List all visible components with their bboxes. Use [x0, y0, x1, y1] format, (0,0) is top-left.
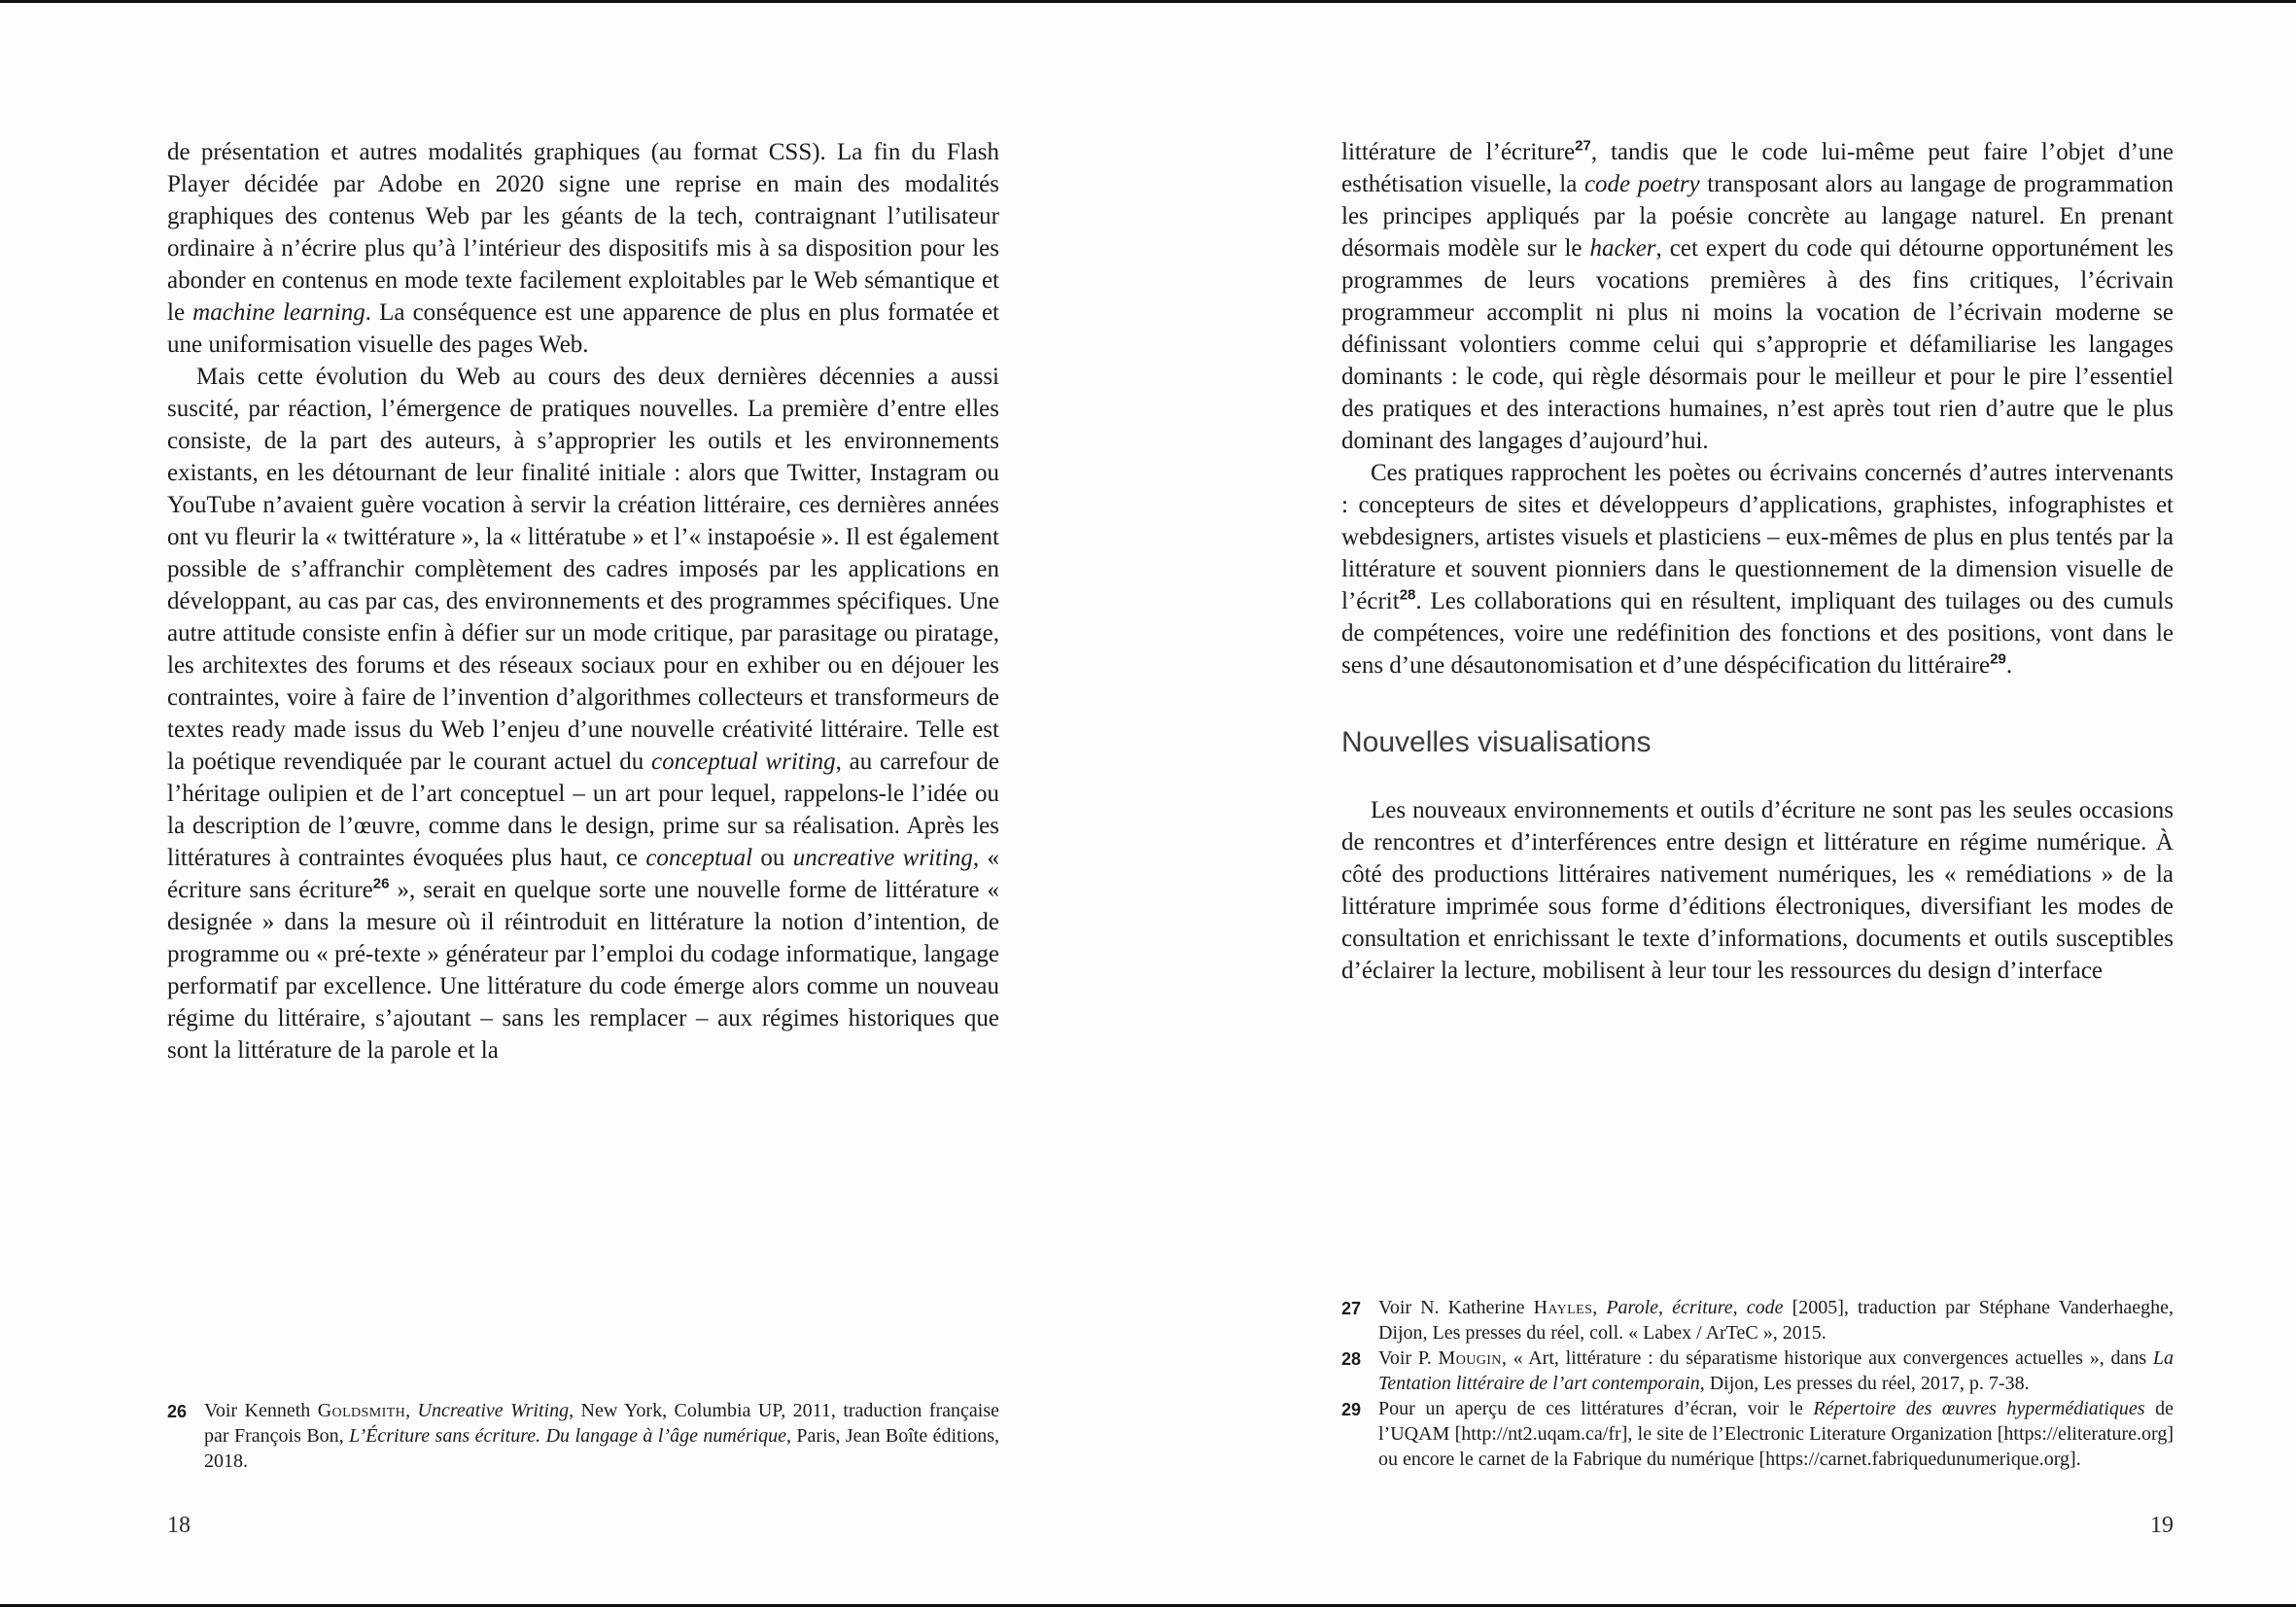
- page-left-footnotes: [167, 1398, 999, 1474]
- page-right-footnotes: [1341, 1295, 2174, 1472]
- footnote-number: 26: [167, 1402, 188, 1421]
- paragraph: Ces pratiques rapprochent les poètes ou écrivains concernés d’autres intervenants : concepteurs de sites et développeurs d’applications, graphistes, infographistes et webdesigners, artistes visuels et plasticiens – eux-mêmes de plus en plus tentés par la littérature et souvent pionniers dans le questionnement de la dimension visuelle de l’écrit$^{28}$. Les collaborations qui en résultent, impliquant des tuilages ou des cumuls de compétences, voire une redéfinition des fonctions et des positions, vont dans le sens d’une désautonomisation et d’une déspécification du littéraire$^{29}$.: [1341, 460, 2174, 679]
- page-number-right: 19: [2150, 1513, 2174, 1538]
- footnote-number: 27: [1341, 1299, 1362, 1318]
- italic-phrase: L’Écriture sans écriture. Du langage à l’âge numérique: [349, 1425, 786, 1447]
- footnote: 27 Voir N. Katherine Hayles, Parole, écriture, code [2005], traduction par Stéphane Vanderhaeghe, Dijon, Les presses du réel, coll. « Labex / ArTeC », 2015.: [1341, 1297, 2174, 1344]
- page-right: [1341, 0, 2174, 1607]
- paragraph: Mais cette évolution du Web au cours des deux dernières décennies a aussi suscité, par réaction, l’émergence de pratiques nouvelles. La première d’entre elles consiste, de la part des auteurs, à s’approprier les outils et les environnements existants, en les détournant de leur finalité initiale : alors que Twitter, Instagram ou YouTube n’avaient guère vocation à servir la création littéraire, ces dernières années ont vu fleurir la « twittérature », la « littératube » et l’« instapoésie ». Il est également possible de s’affranchir complètement des cadres imposés par les applications en développant, au cas par cas, des environnements et des programmes spécifiques. Une autre attitude consiste enfin à défier sur un mode critique, par parasitage ou piratage, les architextes des forums et des réseaux sociaux pour en exhiber ou en déjouer les contraintes, voire à faire de l’invention d’algorithmes collecteurs et transformeurs de textes ready made issus du Web l’enjeu d’une nouvelle créativité littéraire. Telle est la poétique revendiquée par le courant actuel du conceptual writing, au carrefour de l’héritage oulipien et de l’art conceptuel – un art pour lequel, rappelons-le l’idée ou la description de l’œuvre, comme dans le design, prime sur sa réalisation. Après les littératures à contraintes évoquées plus haut, ce conceptual ou uncreative writing, « écriture sans écriture$^{26}$ », serait en quelque sorte une nouvelle forme de littérature « designée » dans la mesure où il réintroduit en littérature la notion d’intention, de programme ou « pré-texte » générateur par l’emploi du codage informatique, langage performatif par excellence. Une littérature du code émerge alors comme un nouveau régime du littéraire, s’ajoutant – sans les remplacer – aux régimes historiques que sont la littérature de la parole et la: [167, 364, 1000, 1064]
- italic-phrase: hacker: [1589, 235, 1656, 262]
- footnote: 28 Voir P. Mougin, « Art, littérature : du séparatisme historique aux convergences actuelles », dans La Tentation littéraire de l’art contemporain, Dijon, Les presses du réel, 2017, p. 7-38.: [1341, 1347, 2174, 1394]
- italic-phrase: conceptual writing: [650, 749, 836, 775]
- page-left: [167, 0, 999, 1607]
- footnote-reference: 27: [1575, 137, 1591, 155]
- footnote: 29 Pour un aperçu de ces littératures d’écran, voir le Répertoire des œuvres hypermédiatiques de l’UQAM [http://nt2.uqam.ca/fr], le site de l’Electronic Literature Organization [https://eliterature.org] ou encore le carnet de la Fabrique du numérique [https://carnet.fabriquedunumerique.org].: [1341, 1398, 2174, 1470]
- small-caps-name: Goldsmith: [317, 1400, 406, 1421]
- paragraph: de présentation et autres modalités graphiques (au format CSS). La fin du Flash Player décidée par Adobe en 2020 signe une reprise en main des modalités graphiques des contenus Web par les géants de la tech, contraignant l’utilisateur ordinaire à n’écrire plus qu’à l’intérieur des dispositifs mis à sa disposition pour les abonder en contenus en mode texte facilement exploitables par le Web sémantique et le machine learning. La conséquence est une apparence de plus en plus formatée et une uniformisation visuelle des pages Web.: [167, 139, 999, 358]
- footnote: 26 Voir Kenneth Goldsmith, Uncreative Writing, New York, Columbia UP, 2011, traduction française par François Bon, L’Écriture sans écriture. Du langage à l’âge numérique, Paris, Jean Boîte éditions, 2018.: [167, 1400, 1000, 1472]
- italic-phrase: code poetry: [1583, 171, 1700, 197]
- page-left-body: [167, 136, 999, 1066]
- italic-phrase: conceptual: [645, 845, 753, 871]
- italic-phrase: Parole, écriture, code: [1606, 1297, 1784, 1318]
- footnote-reference: 29: [1990, 650, 2006, 668]
- page-number-left: 18: [167, 1513, 191, 1538]
- italic-phrase: Répertoire des œuvres hypermédiatiques: [1813, 1398, 2145, 1419]
- paragraph: Les nouveaux environnements et outils d’écriture ne sont pas les seules occasions de rencontres et d’interférences entre design et littérature en régime numérique. À côté des productions littéraires nativement numériques, les « remédiations » de la littérature imprimée sous forme d’éditions électroniques, diversifiant les modes de consultation et enrichissant le texte d’informations, documents et outils susceptibles d’éclairer la lecture, mobilisent à leur tour les ressources du design d’interface: [1341, 797, 2174, 984]
- italic-phrase: Uncreative Writing: [417, 1400, 570, 1421]
- paragraph: littérature de l’écriture$^{27}$, tandis que le code lui-même peut faire l’objet d’une esthétisation visuelle, la code poetry transposant alors au langage de programmation les principes appliqués par la poésie concrète au langage naturel. En prenant désormais modèle sur le hacker, cet expert du code qui détourne opportunément les programmes de leurs vocations premières à des fins critiques, l’écrivain programmeur accomplit ni plus ni moins la vocation de l’écrivain moderne se définissant volontiers comme celui qui s’approprie et défamiliarise les langages dominants : le code, qui règle désormais pour le meilleur et pour le pire l’essentiel des pratiques et des interactions humaines, n’est après tout rien d’autre que le plus dominant des langages d’aujourd’hui.: [1341, 137, 2174, 454]
- footnote-number: 29: [1341, 1400, 1362, 1419]
- footnote-reference: 28: [1399, 586, 1416, 604]
- footnote-number: 28: [1341, 1349, 1362, 1369]
- italic-phrase: machine learning: [192, 299, 365, 326]
- page-right-body: [1341, 136, 2174, 987]
- italic-phrase: La Tentation littéraire de l’art contemporain: [1378, 1347, 2174, 1394]
- small-caps-name: Hayles: [1533, 1297, 1593, 1318]
- italic-phrase: uncreative writing: [792, 845, 973, 871]
- small-caps-name: Mougin: [1438, 1347, 1502, 1369]
- footnote-reference: 26: [372, 875, 390, 892]
- section-heading: Nouvelles visualisations: [1341, 726, 1652, 758]
